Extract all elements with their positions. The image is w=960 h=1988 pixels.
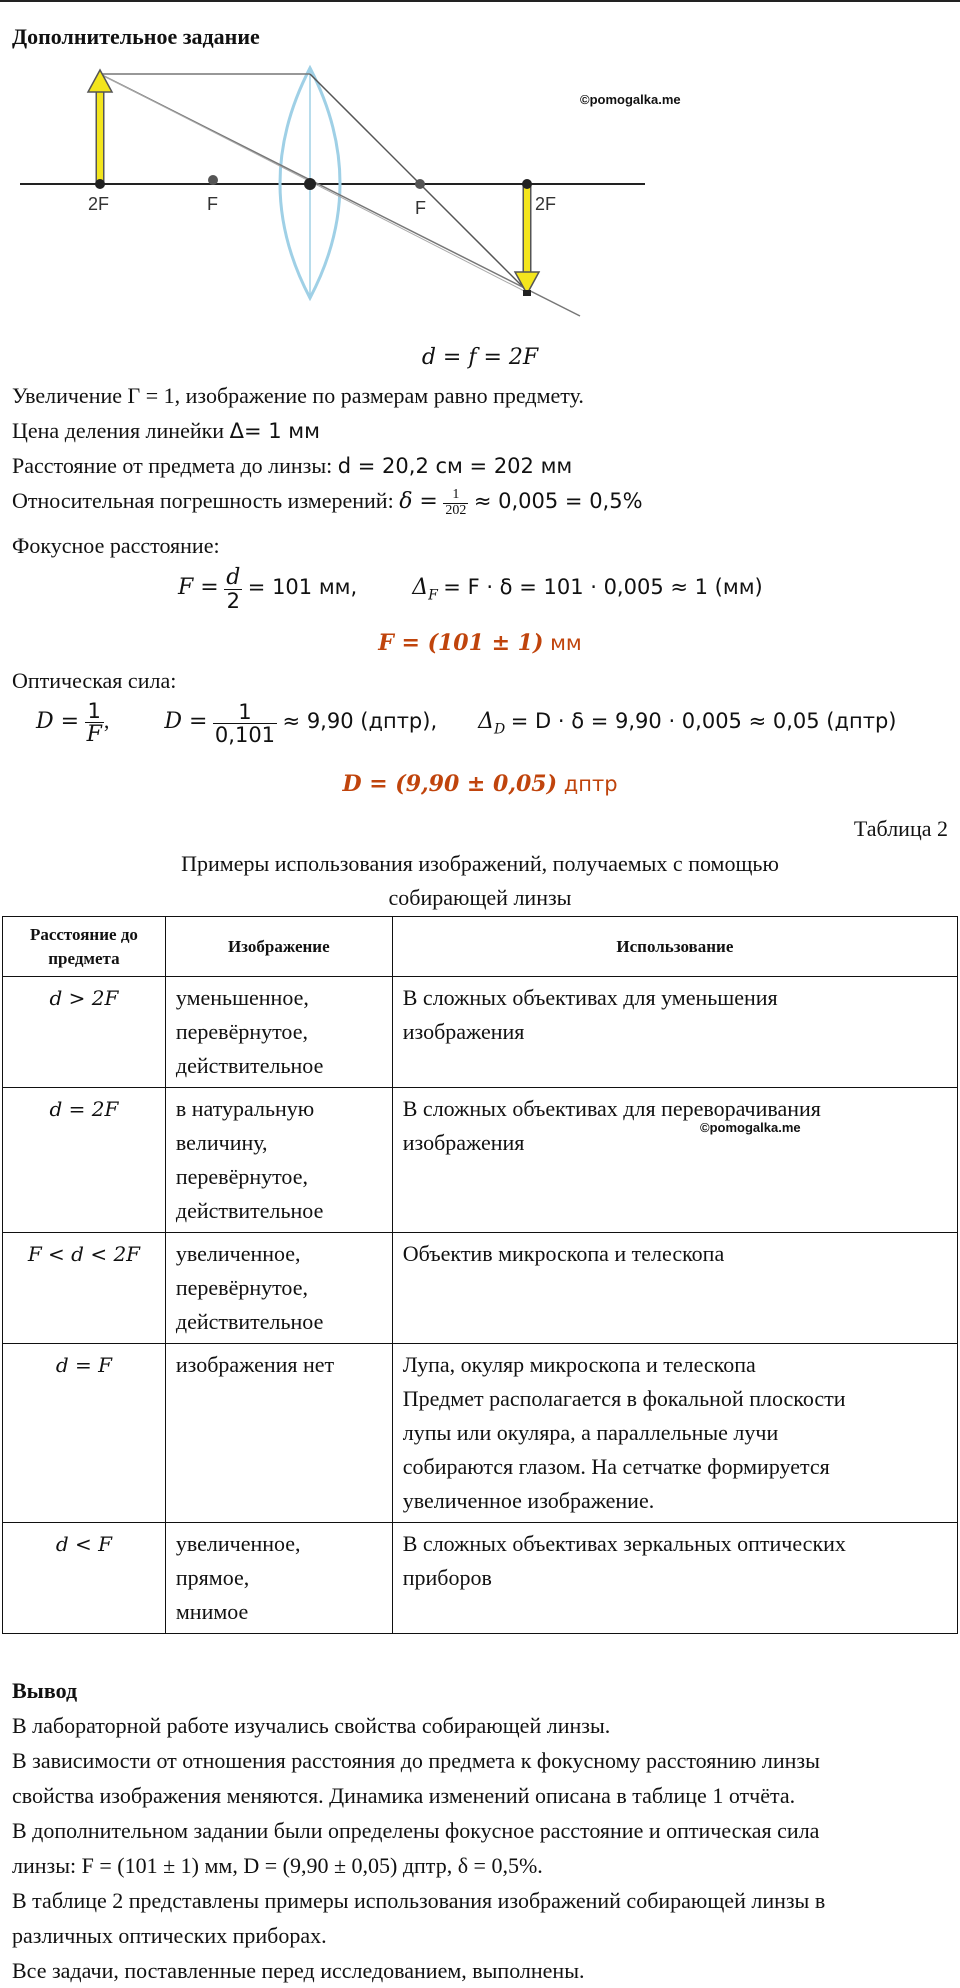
cell-use: В сложных объективах для переворачивания изображения — [392, 1088, 957, 1233]
label-f-right: F — [415, 198, 426, 218]
power-formula: D = $\frac{1}{F}$ , D = $\frac{1}{0,101}$ ≈ 9,90 (дптр), $\Delta_D = D \cdot \delta = 9,90 \cdot 0,005 \approx 0,05$ (дптр) — [36, 699, 897, 748]
cell-image: в натуральную величину, перевёрнутое, действительное — [165, 1088, 392, 1233]
conclusion-p2a: В зависимости от отношения расстояния до предмета к фокусному расстоянию линзы — [12, 1748, 820, 1773]
cell-image: изображения нет — [165, 1344, 392, 1523]
watermark: ©pomogalka.me — [580, 92, 681, 107]
cell-use: Лупа, окуляр микроскопа и телескопа Предмет располагается в фокальной плоскости лупы или окуляра, а параллельные лучи собираются глазом. На сетчатке формируется увеличенное изображение. — [392, 1344, 957, 1523]
cell-distance: F < d < 2F — [3, 1233, 166, 1344]
table-header-row — [3, 917, 958, 977]
cell-image: увеличенное, прямое, мнимое — [165, 1523, 392, 1634]
rel-error-fraction: $\frac{1}{202}$ — [445, 487, 467, 518]
power-fraction: $\frac{1}{F}$ — [86, 699, 102, 748]
table-caption-2: собирающей линзы — [388, 885, 572, 910]
power-heading: Оптическая сила: — [12, 668, 177, 693]
lens-ray-diagram — [0, 58, 660, 323]
cell-distance: d = F — [3, 1344, 166, 1523]
watermark-table: ©pomogalka.me — [700, 1120, 801, 1135]
cell-distance: d < F — [3, 1523, 166, 1634]
point-f-right — [415, 179, 425, 189]
examples-table — [2, 916, 958, 1634]
cell-image: уменьшенное, перевёрнутое, действительное — [165, 977, 392, 1088]
label-f-left: F — [207, 194, 218, 214]
line-distance: Расстояние от предмета до линзы: d = 20,2 см = 202 мм — [12, 453, 573, 478]
header-use: Использование — [392, 917, 957, 977]
conclusion-p4b: различных оптических приборах. — [12, 1923, 327, 1948]
label-2f-left: 2F — [88, 194, 110, 214]
page-title: Дополнительное задание — [12, 24, 260, 49]
conclusion-heading: Вывод — [12, 1678, 78, 1703]
cell-distance: d = 2F — [3, 1088, 166, 1233]
conclusion-p1: В лабораторной работе изучались свойства собирающей линзы. — [12, 1713, 611, 1738]
point-f-left — [208, 175, 218, 185]
cell-use: В сложных объективах зеркальных оптических приборов — [392, 1523, 957, 1634]
image-point — [523, 290, 531, 296]
focal-fraction: $\frac{d}{2}$ — [226, 565, 241, 614]
conclusion-p3a: В дополнительном задании были определены фокусное расстояние и оптическая сила — [12, 1818, 820, 1843]
header-distance: Расстояние до предмета — [3, 917, 166, 977]
conclusion-p3b: линзы: F = (101 ± 1) мм, D = (9,90 ± 0,05) дптр, δ = 0,5%. — [12, 1853, 543, 1878]
top-rule — [0, 0, 960, 2]
conclusion-p2b: свойства изображения меняются. Динамика изменений описана в таблице 1 отчёта. — [12, 1783, 796, 1808]
conclusion-p5: Все задачи, поставленные перед исследованием, выполнены. — [12, 1958, 585, 1983]
line-relative-error: Относительная погрешность измерений: δ = $\frac{1}{202}$ ≈ 0,005 = 0,5% — [12, 487, 643, 518]
conclusion — [12, 1673, 952, 1988]
point-2f-right — [522, 179, 532, 189]
header-image: Изображение — [165, 917, 392, 977]
table-row — [3, 1344, 958, 1523]
cell-distance: d > 2F — [3, 977, 166, 1088]
cell-image: увеличенное, перевёрнутое, действительное — [165, 1233, 392, 1344]
line-ruler: Цена деления линейки Δ= 1 мм — [12, 418, 320, 443]
table-row — [3, 1233, 958, 1344]
focal-heading: Фокусное расстояние: — [12, 533, 220, 558]
table-row — [3, 1523, 958, 1634]
table-label: Таблица 2 — [853, 816, 948, 841]
cell-use: Объектив микроскопа и телескопа — [392, 1233, 957, 1344]
conclusion-p4a: В таблице 2 представлены примеры использования изображений собирающей линзы в — [12, 1888, 826, 1913]
focal-formula: F = $\frac{d}{2}$ = 101 мм, $\Delta_F = F \cdot \delta = 101 \cdot 0,005 \approx 1$ (мм) — [178, 565, 763, 614]
power-result: D = (9,90 ± 0,05) дптр — [342, 771, 618, 797]
label-2f-right: 2F — [535, 194, 557, 214]
table-row — [3, 977, 958, 1088]
formula-main: d = f = 2F — [421, 345, 539, 370]
table-caption-1: Примеры использования изображений, получаемых с помощью — [181, 851, 779, 876]
line-magnification: Увеличение Γ = 1, изображение по размерам равно предмету. — [12, 383, 584, 408]
power2-fraction: $\frac{1}{0,101}$ — [214, 699, 276, 747]
cell-use: В сложных объективах для уменьшения изображения — [392, 977, 957, 1088]
point-center — [304, 178, 316, 190]
table-row — [3, 1088, 958, 1233]
focal-result: F = (101 ± 1) мм — [378, 630, 582, 656]
point-2f-left — [95, 179, 105, 189]
